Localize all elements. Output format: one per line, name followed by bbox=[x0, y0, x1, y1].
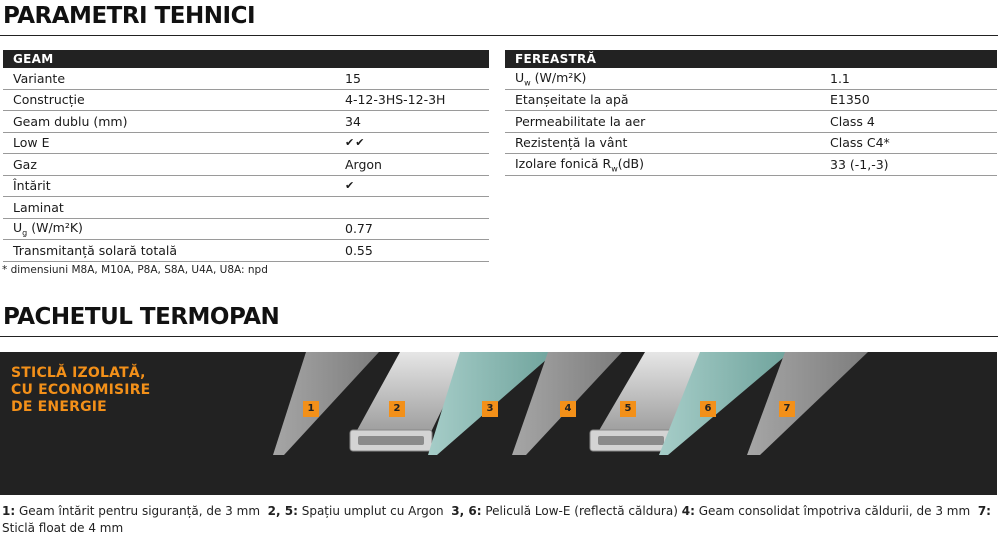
section-title: PACHETUL TERMOPAN bbox=[3, 304, 280, 330]
row-value: 0.55 bbox=[343, 240, 489, 262]
legend-num: 1: bbox=[2, 504, 16, 518]
row-label: $U_g$ (W/m²K) bbox=[3, 218, 343, 240]
title-divider bbox=[0, 35, 998, 36]
row-value: Class C4* bbox=[828, 132, 997, 154]
window-table-header-row bbox=[505, 50, 997, 68]
legend-num: 7: bbox=[977, 504, 991, 518]
glass-table-header-row bbox=[3, 50, 489, 68]
row-label: Întărit bbox=[3, 175, 343, 197]
row-value: Argon bbox=[343, 154, 489, 176]
footnote: * dimensiuni M8A, M10A, P8A, S8A, U4A, U8A: npd bbox=[2, 264, 268, 276]
row-label: Izolare fonică $R_w(dB)$ bbox=[505, 154, 828, 176]
glass-spec-table bbox=[3, 50, 489, 262]
tag-1: 1 bbox=[303, 401, 319, 417]
row-label: Gaz bbox=[3, 154, 343, 176]
row-value: 0.77 bbox=[343, 218, 489, 240]
table-row bbox=[3, 111, 489, 133]
table-row bbox=[3, 175, 489, 197]
row-value: 15 bbox=[343, 68, 489, 89]
check-icon: ✔ bbox=[343, 175, 489, 197]
window-table-header: FEREASTRĂ bbox=[505, 50, 997, 68]
glass-table-header: GEAM bbox=[3, 50, 489, 68]
table-row bbox=[505, 154, 997, 176]
double-check-icon: ✔✔ bbox=[343, 132, 489, 154]
glazing-banner bbox=[0, 352, 997, 495]
legend-num: 2, 5: bbox=[267, 504, 298, 518]
table-row bbox=[3, 240, 489, 262]
tag-4: 4 bbox=[560, 401, 576, 417]
glazing-illustration bbox=[0, 352, 997, 495]
row-label: $U_w$ (W/m²K) bbox=[505, 68, 828, 89]
row-label: Laminat bbox=[3, 197, 343, 219]
tag-2: 2 bbox=[389, 401, 405, 417]
table-row bbox=[3, 89, 489, 111]
table-row bbox=[3, 68, 489, 89]
legend-text: Spațiu umplut cu Argon bbox=[301, 504, 444, 518]
row-value: 1.1 bbox=[828, 68, 997, 89]
legend-text: Geam consolidat împotriva căldurii, de 3 mm bbox=[698, 504, 971, 518]
row-label: Low E bbox=[3, 132, 343, 154]
legend-num: 3, 6: bbox=[451, 504, 482, 518]
row-label: Variante bbox=[3, 68, 343, 89]
row-label: Geam dublu (mm) bbox=[3, 111, 343, 133]
table-row bbox=[3, 154, 489, 176]
window-spec-table bbox=[505, 50, 997, 176]
section-divider bbox=[0, 336, 998, 337]
legend-text: Sticlă float de 4 mm bbox=[2, 521, 124, 535]
legend-num: 4: bbox=[681, 504, 695, 518]
tag-6: 6 bbox=[700, 401, 716, 417]
banner-title: STICLĂ IZOLATĂ, CU ECONOMISIRE DE ENERGIE bbox=[11, 365, 151, 415]
table-row bbox=[505, 132, 997, 154]
row-value: E1350 bbox=[828, 89, 997, 111]
row-label: Transmitanță solară totală bbox=[3, 240, 343, 262]
row-label: Permeabilitate la aer bbox=[505, 111, 828, 133]
glazing-legend bbox=[2, 503, 992, 537]
row-value: 33 (-1,-3) bbox=[828, 154, 997, 176]
row-value: 4-12-3HS-12-3H bbox=[343, 89, 489, 111]
table-row bbox=[3, 218, 489, 240]
row-value bbox=[343, 197, 489, 219]
row-label: Etanșeitate la apă bbox=[505, 89, 828, 111]
table-row bbox=[3, 132, 489, 154]
table-row bbox=[3, 197, 489, 219]
row-value: 34 bbox=[343, 111, 489, 133]
row-label: Construcție bbox=[3, 89, 343, 111]
page-title: PARAMETRI TEHNICI bbox=[3, 3, 256, 29]
table-row bbox=[505, 111, 997, 133]
tag-7: 7 bbox=[779, 401, 795, 417]
table-row bbox=[505, 89, 997, 111]
legend-text: Geam întărit pentru siguranță, de 3 mm bbox=[18, 504, 261, 518]
table-row bbox=[505, 68, 997, 89]
tag-5: 5 bbox=[620, 401, 636, 417]
row-value: Class 4 bbox=[828, 111, 997, 133]
legend-text: Peliculă Low-E (reflectă căldura) bbox=[485, 504, 678, 518]
row-label: Rezistență la vânt bbox=[505, 132, 828, 154]
tag-3: 3 bbox=[482, 401, 498, 417]
